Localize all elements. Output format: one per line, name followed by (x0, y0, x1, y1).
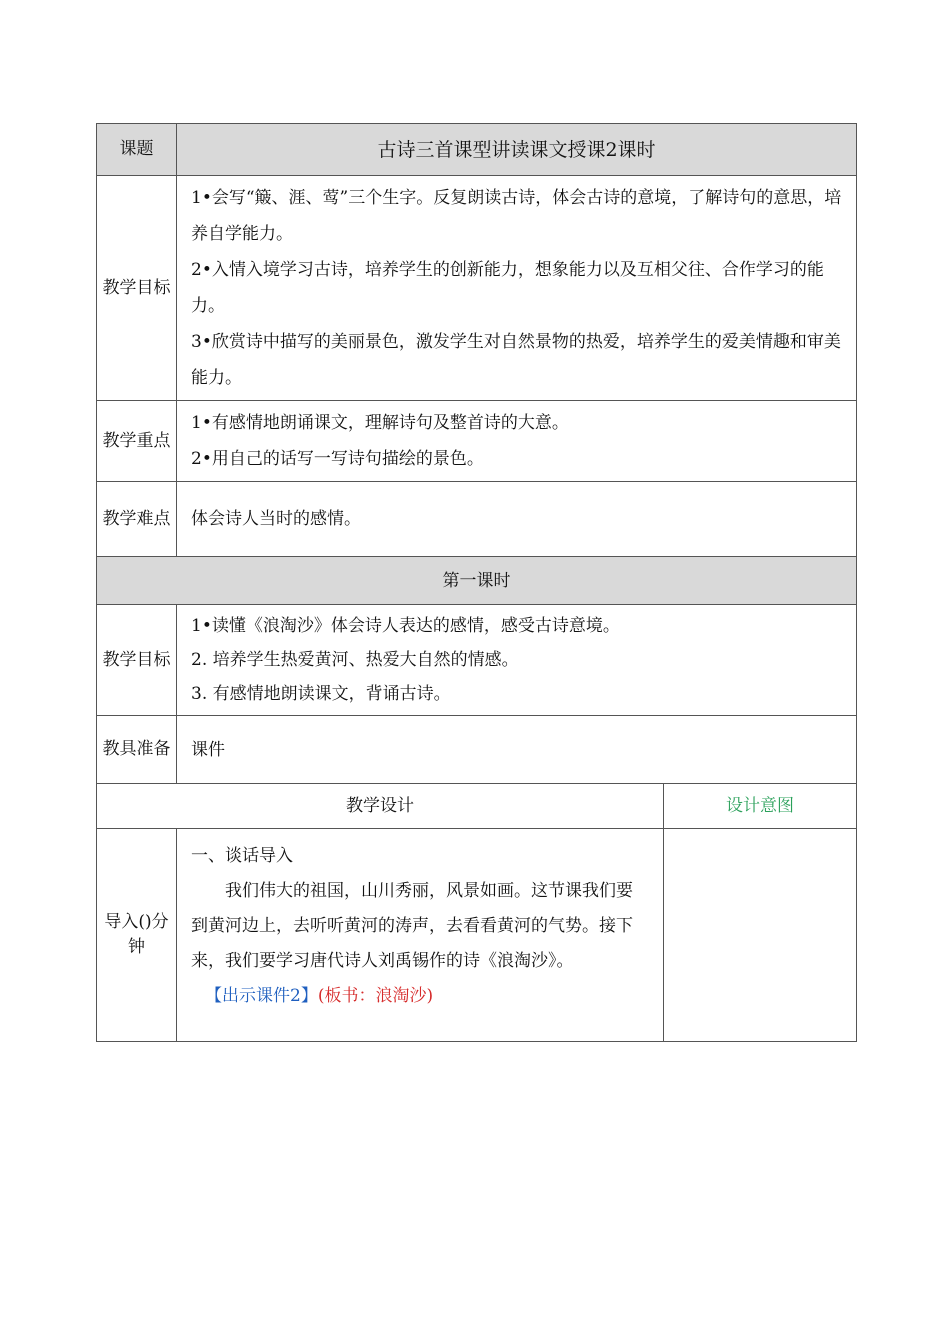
difficulties-value: 体会诗人当时的感情。 (177, 482, 857, 557)
tools-row (97, 716, 857, 784)
intro-row (97, 829, 857, 1042)
key-point-item: 2•用自己的话写一写诗句描绘的景色。 (191, 449, 484, 469)
courseware-note: 【出示课件2】 (205, 986, 318, 1006)
goals-content (177, 176, 857, 401)
goal-item: 1•会写“簸、涯、莺”三个生字。反复朗读古诗，体会古诗的意境，了解诗句的意思，培养自学能力。 (191, 188, 842, 244)
intro-notes (191, 979, 647, 1014)
topic-label: 课题 (97, 124, 177, 176)
topic-row (97, 124, 857, 176)
lesson-heading-row (97, 557, 857, 605)
lesson-goal-item: 1•读懂《浪淘沙》体会诗人表达的感情，感受古诗意境。 (191, 616, 620, 636)
intro-content (177, 829, 664, 1042)
lesson-goals-content (177, 605, 857, 716)
lesson-goal-item: 2. 培养学生热爱黄河、热爱大自然的情感。 (191, 650, 519, 670)
lesson-heading: 第一课时 (97, 557, 857, 605)
goal-item: 2•入情入境学习古诗，培养学生的创新能力，想象能力以及互相父往、合作学习的能力。 (191, 260, 824, 316)
intro-title: 一、谈话导入 (191, 846, 293, 866)
intro-intent (664, 829, 857, 1042)
board-note: (板书：浪淘沙) (317, 986, 434, 1006)
difficulties-label: 教学难点 (97, 482, 177, 557)
goal-item: 3•欣赏诗中描写的美丽景色，激发学生对自然景物的热爱，培养学生的爱美情趣和审美能力。 (191, 332, 841, 388)
tools-label: 教具准备 (97, 716, 177, 784)
lesson-plan-table (96, 123, 857, 1042)
difficulties-row (97, 482, 857, 557)
tools-value: 课件 (177, 716, 857, 784)
intent-header: 设计意图 (664, 784, 857, 829)
design-header: 教学设计 (97, 784, 664, 829)
goals-row (97, 176, 857, 401)
intro-text: 我们伟大的祖国，山川秀丽，风景如画。这节课我们要到黄河边上，去听听黄河的涛声，去看看黄河的气势。接下来，我们要学习唐代诗人刘禹锡作的诗《浪淘沙》。 (191, 881, 633, 971)
key-points-label: 教学重点 (97, 401, 177, 482)
goals-label: 教学目标 (97, 176, 177, 401)
lesson-goals-row (97, 605, 857, 716)
key-points-content (177, 401, 857, 482)
key-points-row (97, 401, 857, 482)
lesson-goal-item: 3. 有感情地朗读课文，背诵古诗。 (191, 684, 451, 704)
key-point-item: 1•有感情地朗诵课文，理解诗句及整首诗的大意。 (191, 413, 569, 433)
lesson-goals-label: 教学目标 (97, 605, 177, 716)
design-header-row (97, 784, 857, 829)
topic-value: 古诗三首课型讲读课文授课2课时 (177, 124, 857, 176)
intro-label: 导入()分钟 (97, 829, 177, 1042)
